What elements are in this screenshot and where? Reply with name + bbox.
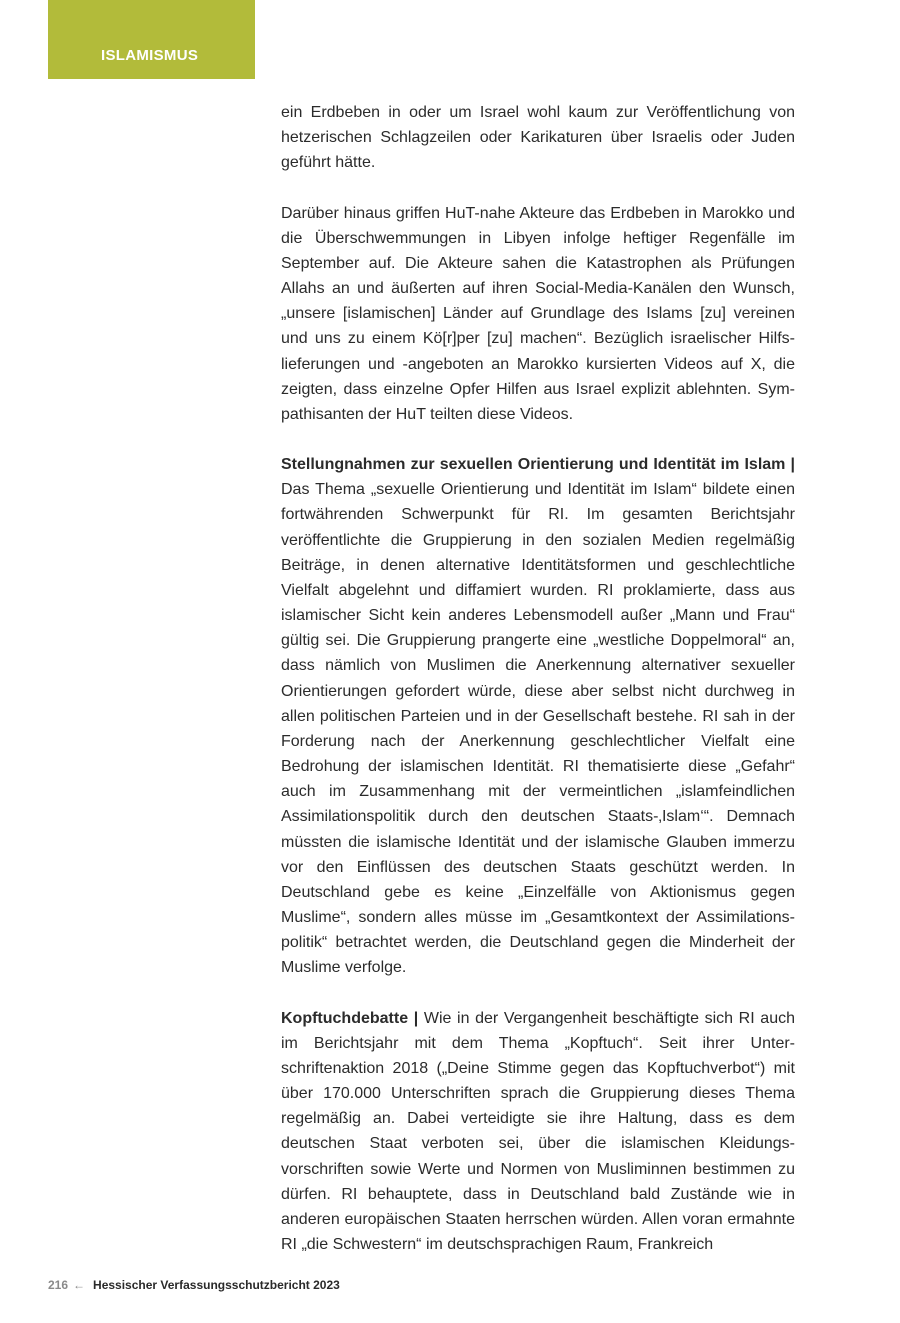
- body-text: [281, 100, 795, 1257]
- paragraph-4-heading: Kopftuchdebatte |: [281, 1009, 419, 1027]
- publication-title: Hessischer Verfassungsschutzbericht 2023: [93, 1278, 340, 1292]
- paragraph-3-heading: Stellungnahmen zur sexuellen Orientierung und Identität im Islam |: [281, 456, 795, 474]
- paragraph-1: ein Erdbeben in oder um Israel wohl kaum zur Veröffentlichung von hetzerischen Schlagzeilen oder Karikaturen über Israelis oder Juden geführt hätte.: [281, 104, 795, 172]
- page-number: 216: [48, 1278, 69, 1292]
- paragraph-4: [281, 1006, 795, 1258]
- paragraph-2: Darüber hinaus griffen HuT-nahe Akteure das Erdbeben in Marokko und die Überschwemmungen in Libyen infolge heftiger Regenfälle im September auf. Die Akteure sahen die Katastrophen als Prüfungen Allahs an und äußerten auf ihren Social-Media-Kanälen den Wunsch, „unsere [islamischen] Länder auf Grundlage des Islams [zu] vereinen und uns zu einem Kö[r]per [zu] machen“. Bezüglich israelischer Hilfslieferungen und -angeboten an Marokko kursierten Videos auf X, die zeigten, dass einzelne Opfer Hilfen aus Israel explizit ablehnten. Sympathisanten der HuT teilten diese Videos.: [281, 204, 795, 423]
- paragraph-4-text: Wie in der Vergangenheit beschäftigte sich RI auch im Berichtsjahr mit dem Thema „Kopftuch“. Seit ihrer Unterschriftenaktion 2018 („Deine Stimme gegen das Kopftuchverbot“) mit über 170.000 Unterschriften sprach die Gruppierung dieses Thema regelmäßig an. Dabei verteidigte sie ihre Haltung, dass es dem deutschen Staat verboten sei, über die islamischen Kleidungsvorschriften sowie Werte und Normen von Musliminnen bestimmen zu dürfen. RI behauptete, dass in Deutschland bald Zustände wie in anderen europäischen Staaten herrschen würden. Allen voran ermahnte RI „die Schwestern“ im deutschsprachigen Raum, Frankreich: [281, 1009, 796, 1253]
- section-tab: [48, 0, 255, 79]
- paragraph-3-text: Das Thema „sexuelle Orientierung und Identität im Islam“ bildete einen fortwährenden Schwerpunkt für RI. Im gesamten Berichtsjahr veröffentlichte die Gruppierung in den sozialen Medien regelmäßig Beiträge, in denen alternative Identitätsformen und geschlechtliche Vielfalt abgelehnt und diffamiert wurden. RI proklamierte, dass aus islamischer Sicht kein anderes Lebensmodell außer „Mann und Frau“ gültig sei. Die Gruppierung prangerte eine „westliche Doppelmoral“ an, dass nämlich von Muslimen die Anerkennung alternativer sexueller Orientierungen gefordert würde, diese aber selbst nicht durchweg in allen politischen Parteien und in der Gesellschaft bestehe. RI sah in der Forderung nach der Anerkennung geschlechtlicher Vielfalt eine Bedrohung der islamischen Identität. RI thematisierte diese „Gefahr“ auch im Zusammenhang mit der vermeintlichen „islamfeindlichen Assimilationspolitik durch den deutschen Staats-‚Islam‘“. Demnach müssten die islamische Identität und der islamische Glauben immerzu vor den Einflüssen des deutschen Staats geschützt werden. In Deutschland gebe es keine „Einzelfälle von Aktionismus gegen Muslime“, sondern alles müsse im „Gesamtkontext der Assimilationspolitik“ betrachtet werden, die Deutschland gegen die Minderheit der Muslime verfolge.: [281, 481, 795, 977]
- paragraph-3: [281, 452, 795, 980]
- section-label: ISLAMISMUS: [101, 47, 199, 64]
- page-footer: [48, 1278, 340, 1292]
- arrow-left-icon[interactable]: ←: [73, 1278, 86, 1292]
